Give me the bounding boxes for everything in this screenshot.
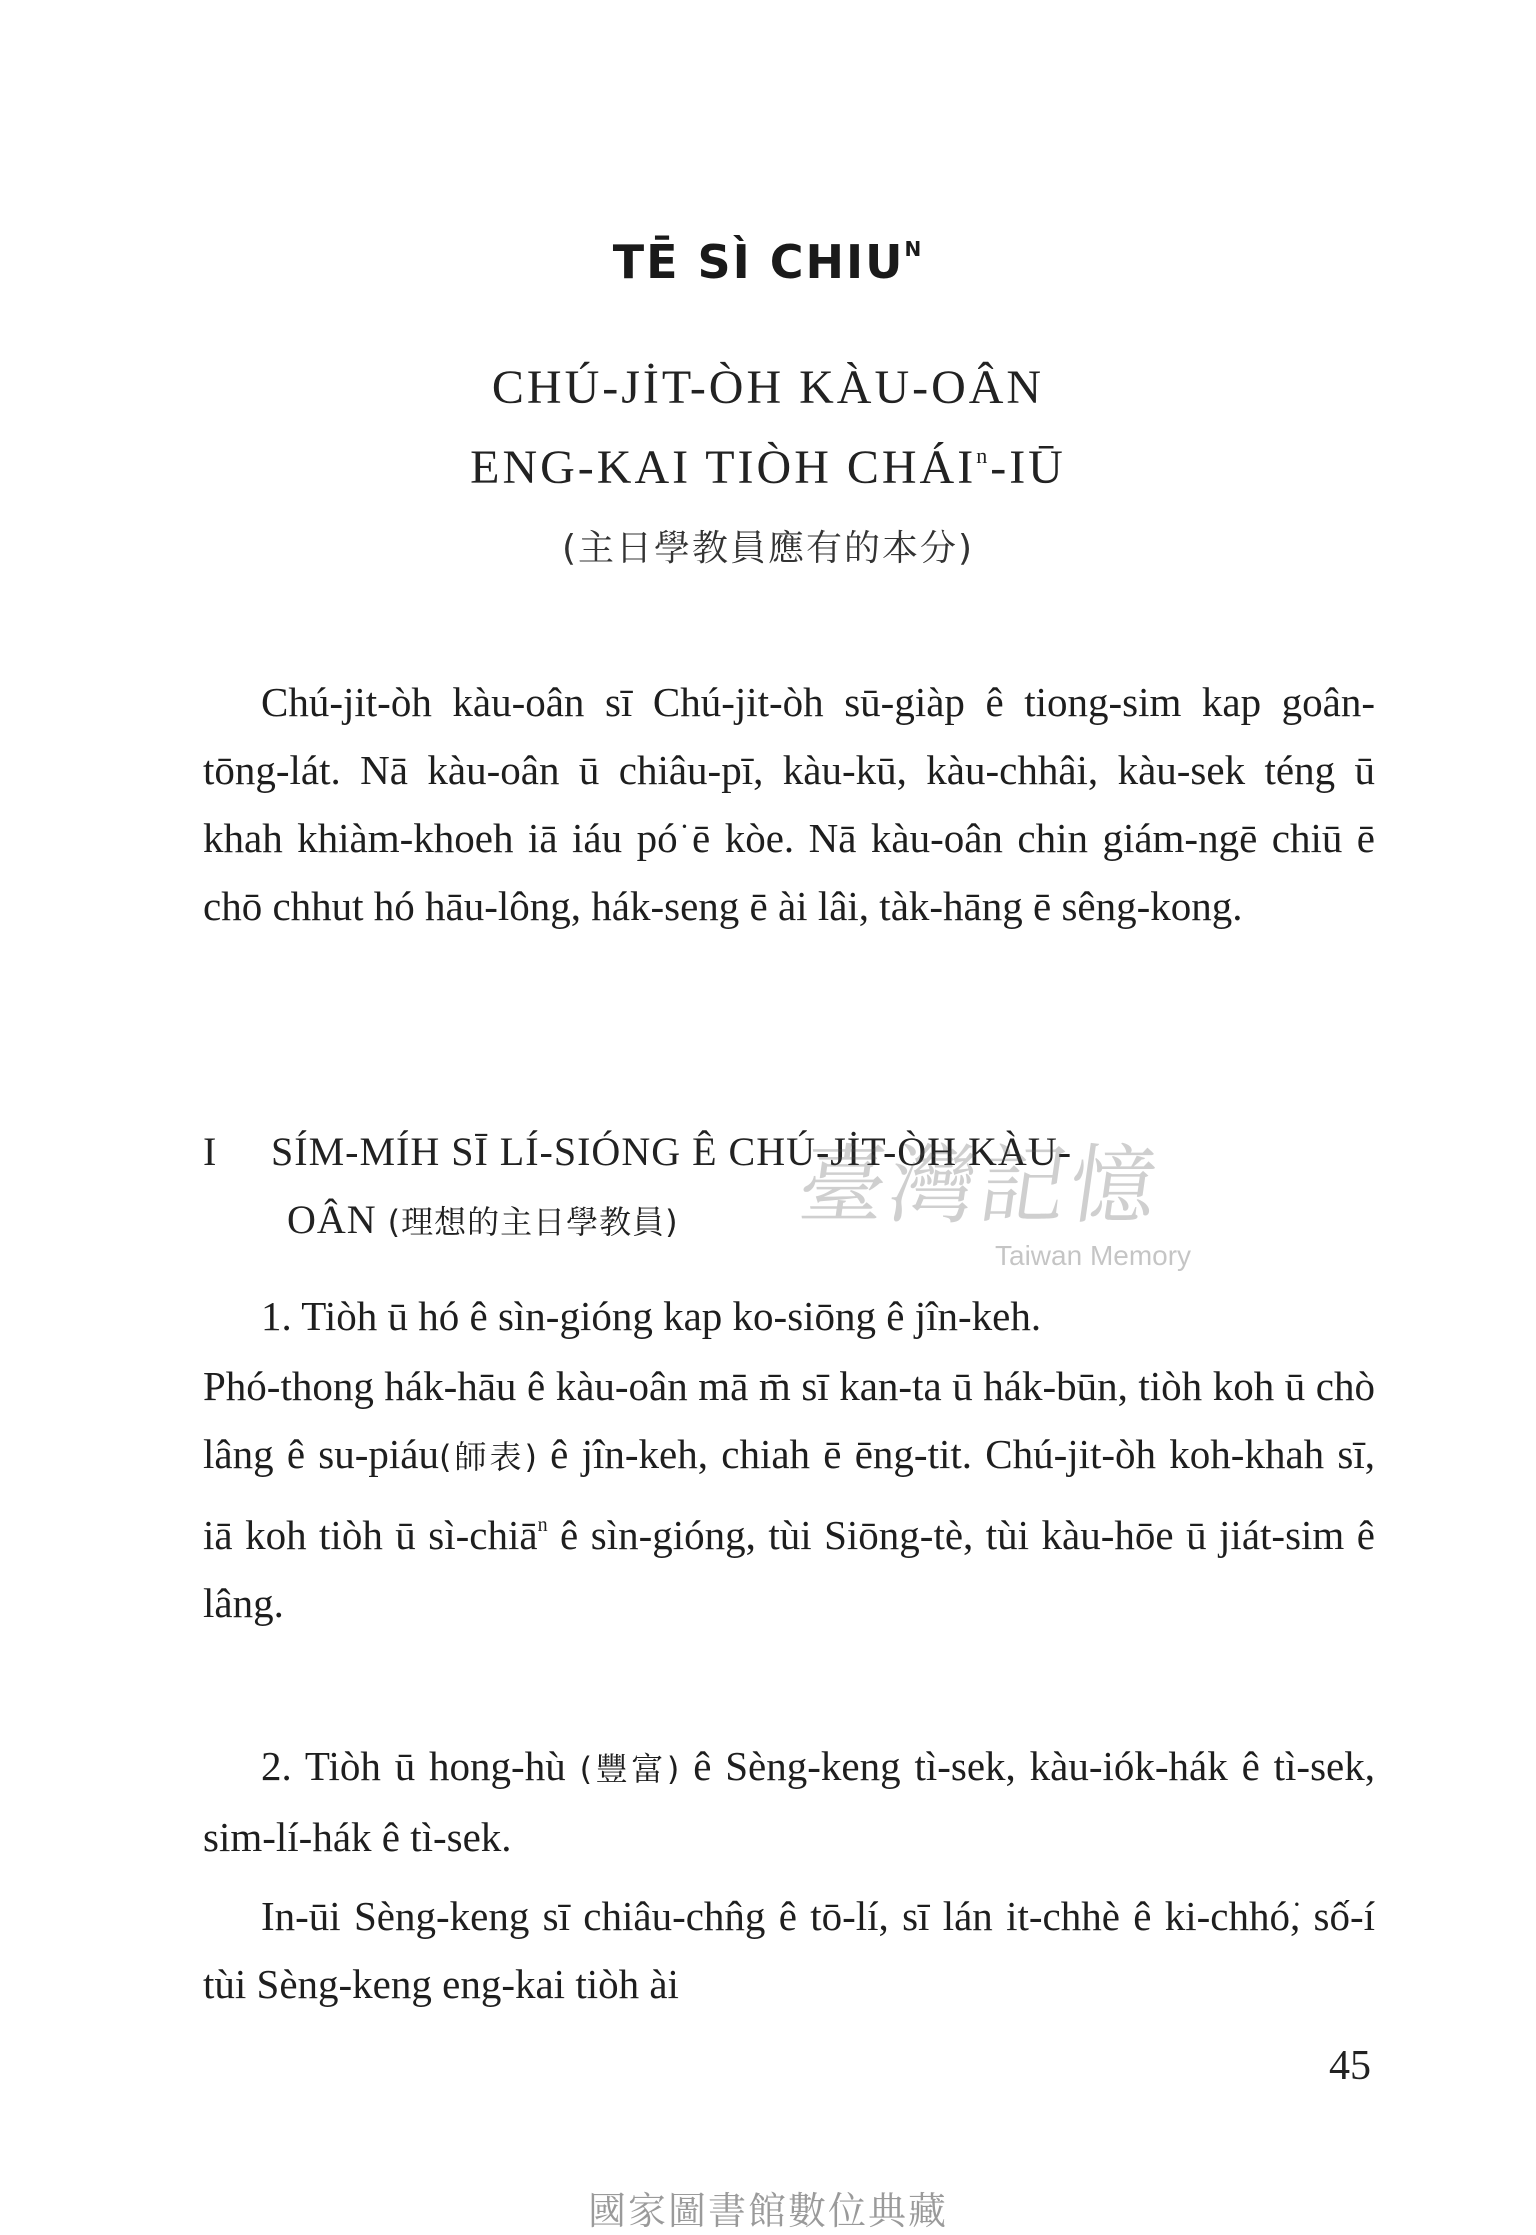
heading-subtitle: (主日學教員應有的本分) [561, 528, 975, 569]
item-1-body-c: ê sìn-gióng, tùi Siōng-tè, tùi kàu-hōe ū jiát-sim ê lâng. [203, 1512, 1375, 1626]
item-2-text-a: 2. Tiòh ū hong-hù [261, 1743, 580, 1789]
item-2-hanzi: (豐富) [579, 1750, 680, 1788]
item-2-paragraph [203, 1732, 1375, 1871]
heading-line-2 [0, 440, 1536, 495]
section-heading [203, 1118, 1375, 1256]
heading-line-2-sup: n [976, 443, 991, 468]
item-1-heading: 1. Tiòh ū hó ê sìn-gióng kap ko-siōng ê jîn-keh. [261, 1293, 1042, 1339]
item-1-body-a: Phó-thong hák-hāu ê kàu-oân mā m̄ sī kan-ta ū hák-būn, tiòh koh ū chò lâng ê su-piáu [203, 1363, 1375, 1477]
watermark-en-text: Taiwan Memory [995, 1240, 1192, 1271]
heading-line-1: CHÚ-JİT-ÒH KÀU-OÂN [491, 361, 1045, 414]
heading-line-2a: ENG-KAI TIÒH CHÁI [470, 441, 977, 494]
section-title-hanzi: (理想的主日學教員) [387, 1203, 679, 1241]
page-number: 45 [1329, 2043, 1371, 2089]
section-heading-line-1 [203, 1118, 1375, 1186]
chapter-title-text: TĒ SÌ CHIU [612, 235, 905, 289]
closing-paragraph: In-ūi Sèng-keng sī chiâu-chn̂g ê tō-lí, sī lán it-chhè ê ki-chhó͘, số-í tùi Sèng-keng eng-kai tiòh ài [203, 1893, 1375, 2007]
section-number: I [203, 1129, 218, 1174]
item-1-body [203, 1352, 1375, 1637]
library-footer: 國家圖書館數位典藏 [587, 2189, 948, 2233]
watermark-cjk-text: 臺灣記憶 [792, 1136, 1168, 1236]
chapter-title [0, 235, 1536, 289]
heading-line-2b: -IŪ [990, 441, 1066, 494]
section-title-part-b: OÂN [287, 1197, 377, 1242]
intro-paragraph: Chú-jit-òh kàu-oân sī Chú-jit-òh sū-giàp ê tiong-sim kap goân-tōng-lát. Nā kàu-oân ū chiâu-pī, kàu-kū, kàu-chhâi, kàu-sek téng ū khah khiàm-khoeh iā iáu pó͘ ē kòe. Nā kàu-oân chin giám-ngē chiū ē chō chhut hó hāu-lông, hák-seng ē ài lâi, tàk-hāng ē sêng-kong. [203, 679, 1375, 929]
section-title-part-a: SÍM-MÍH SĪ LÍ-SIÓNG Ê CHÚ-JİT-ÒH KÀU- [271, 1129, 1073, 1174]
item-2-text-b: ê Sèng-keng tì-sek, kàu-iók-hák ê tì-sek, sim-lí-hák ê tì-sek. [203, 1743, 1375, 1860]
item-1-body-hanzi: (師表) [438, 1438, 537, 1476]
chapter-title-superscript: N [904, 237, 924, 261]
item-1-body-b: ê jîn-keh, chiah ē ēng-tit. Chú-jit-òh koh-khah sī, iā koh tiòh ū sì-chiā [203, 1431, 1375, 1558]
section-heading-line-2 [203, 1186, 1375, 1256]
item-1-body-sup: n [537, 1514, 548, 1536]
